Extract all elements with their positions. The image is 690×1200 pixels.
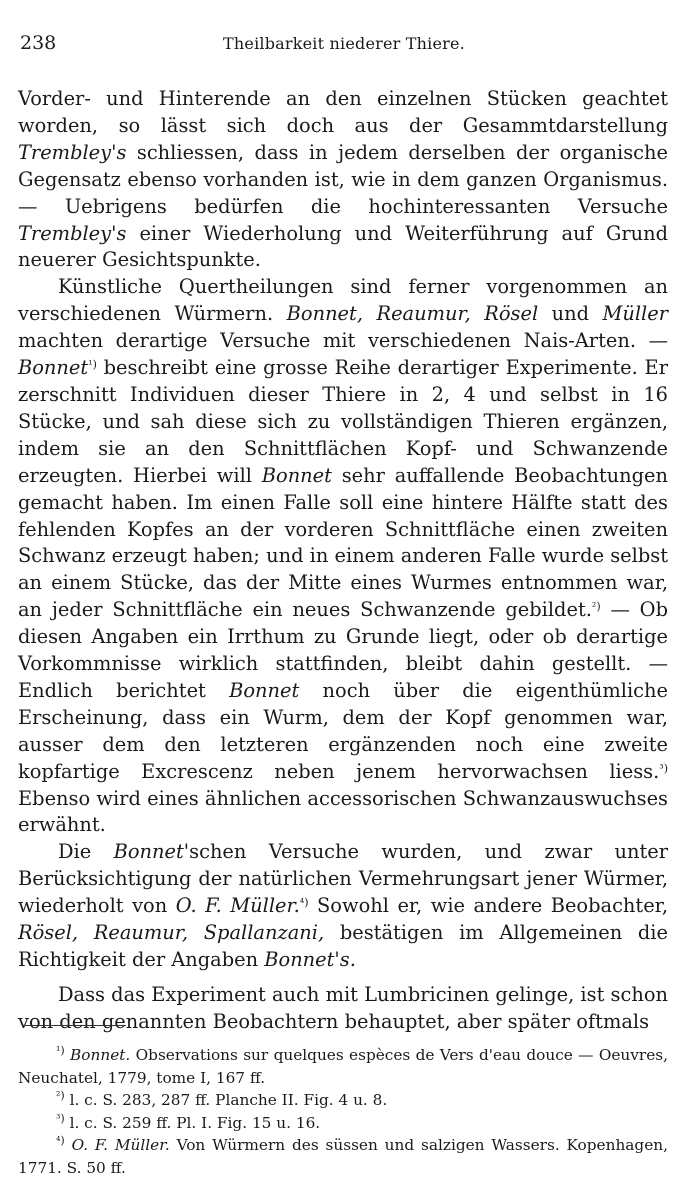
text-run: Künstliche Quertheilungen sind ferner vorgenommen an verschiedenen Würmern.: [18, 275, 668, 326]
footnote-author: O. F. Müller.: [71, 1136, 170, 1155]
author-name: Bonnet, Reaumur, Rösel: [286, 302, 539, 326]
footnote-3: [18, 1112, 668, 1135]
text-run: sehr auffallende Beobachtungen gemacht haben. Im einen Falle soll eine hintere Hälfte statt des fehlenden Kopfes an der vorderen Schnittfläche einen zweiten Schwanz erzeugt haben; und in einem anderen Falle wurde selbst an einem Stücke, das der Mitte eines Wurmes entnommen war, an jeder Schnittfläche ein neues Schwanzende gebildet.: [18, 463, 668, 622]
footnote-mark: ⁴): [56, 1134, 65, 1148]
footnote-author: Bonnet.: [70, 1046, 131, 1064]
text-run: Die: [58, 840, 114, 864]
running-title: Theilbarkeit niederer Thiere.: [223, 34, 465, 53]
paragraph-1: [18, 86, 668, 274]
author-name: Bonnet: [229, 678, 300, 702]
text-run: einer Wiederholung und Weiterführung auf Grund neuerer Gesichtspunkte.: [18, 221, 668, 272]
footnote-ref-2[interactable]: ²): [591, 600, 601, 614]
footnote-4: [18, 1134, 668, 1179]
main-text: [18, 86, 668, 1036]
author-name: Rösel, Reaumur, Spallanzani,: [18, 921, 325, 945]
text-run: Dass das Experiment auch mit Lumbricinen gelinge, ist schon von den genannten Beobachtern behauptet, aber später oftmals: [18, 982, 669, 1033]
footnote-text: Von Würmern des süssen und salzigen Wassers. Kopenhagen, 1771. S. 50 ff.: [18, 1136, 668, 1177]
author-name: Müller: [602, 302, 668, 326]
text-run: beschreibt eine grosse Reihe derartiger Experimente. Er zerschnitt Individuen dieser Thiere in 2, 4 und selbst in 16 Stücke, und sah diese sich zu vollständigen Thieren ergänzen, indem sie an den Schnittflächen Kopf- und Schwanzende erzeugten. Hierbei will: [18, 356, 668, 487]
author-name: Bonnet: [113, 840, 184, 864]
paragraph-4: [18, 982, 668, 1036]
author-name: Bonnet: [18, 356, 89, 380]
page-number: 238: [20, 32, 57, 54]
footnote-2: [18, 1089, 668, 1112]
text-run: machten derartige Versuche mit verschiedenen Nais-Arten. —: [18, 329, 668, 353]
paragraph-3: [18, 839, 668, 974]
text-run: Sowohl er, wie andere Beobachter,: [308, 894, 668, 918]
footnote-ref-4[interactable]: ⁴): [299, 896, 309, 910]
footnote-text: l. c. S. 259 ff. Pl. I. Fig. 15 u. 16.: [64, 1113, 321, 1132]
footnote-mark: ²): [56, 1089, 65, 1103]
paragraph-2: [18, 274, 668, 839]
text-run: — Ob diesen Angaben ein Irrthum zu Grunde liegt, oder ob derartige Vorkommnisse wirklich stattfinden, bleibt dahin gestellt. — Endlich berichtet: [18, 598, 668, 702]
text-run: bestätigen im Allgemeinen die Richtigkeit der Angaben: [18, 921, 668, 971]
page-header: [20, 32, 668, 56]
text-run: Vorder- und Hinterende an den einzelnen Stücken geachtet worden, so lässt sich doch aus der Gesammtdarstellung: [18, 87, 668, 137]
text-run: schliessen, dass in jedem derselben der organische Gegensatz ebenso vorhanden ist, wie in dem ganzen Organismus. — Uebrigens bedürfen die hochinteressanten Versuche: [18, 140, 668, 218]
author-name: Bonnet's.: [264, 948, 356, 971]
footnote-1: [18, 1044, 668, 1089]
author-name: Trembley's: [18, 221, 127, 245]
footnote-mark: ³): [56, 1111, 65, 1125]
text-run: 'schen Versuche wurden, und zwar unter Berücksichtigung der natürlichen Vermehrungsart jener Würmer, wiederholt von: [18, 840, 669, 918]
text-run: Ebenso wird eines ähnlichen accessorischen Schwanzauswuchses erwähnt.: [18, 786, 668, 837]
footnote-ref-3[interactable]: ³): [659, 761, 668, 775]
author-name: Bonnet: [261, 463, 332, 487]
footnote-mark: ¹): [56, 1044, 65, 1057]
footnotes: [18, 1044, 668, 1180]
footnote-text: l. c. S. 283, 287 ff. Planche II. Fig. 4 u. 8.: [64, 1091, 388, 1110]
text-run: noch über die eigenthümliche Erscheinung, dass ein Wurm, dem der Kopf genommen war, ausser dem den letzteren ergänzenden noch eine zweite kopfartige Excrescenz neben jenem hervorwachsen liess.: [18, 678, 669, 783]
author-name: O. F. Müller.: [175, 894, 300, 918]
footnote-text: Observations sur quelques espèces de Vers d'eau douce — Oeuvres, Neuchatel, 1779, tome I, 167 ff.: [18, 1046, 668, 1087]
footnote-ref-1[interactable]: ¹): [88, 358, 97, 372]
text-run: und: [538, 302, 603, 326]
author-name: Trembley's: [18, 140, 127, 164]
footnote-divider: [22, 1025, 126, 1026]
